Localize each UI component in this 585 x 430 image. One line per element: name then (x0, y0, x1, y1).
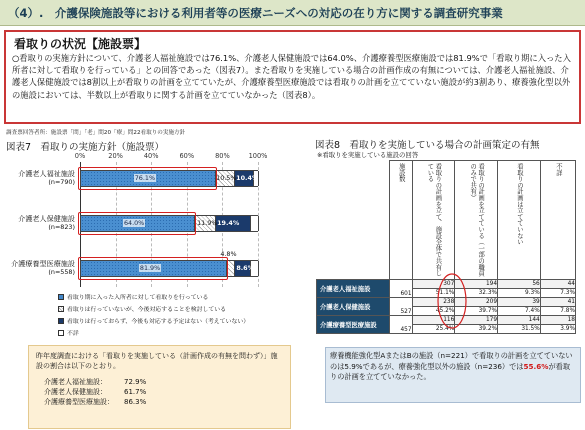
cell-pct: 7.4% (498, 307, 541, 316)
data-label: 8.6% (236, 264, 255, 272)
note-row-value: 86.3% (124, 398, 147, 406)
cell-count: 44 (540, 280, 575, 289)
cell-pct: 45.2% (412, 307, 455, 316)
fig8-title: 図表8 看取りを実施している場合の計画策定の有無 (315, 140, 540, 151)
cell-pct: 39.2% (455, 325, 498, 334)
category-name: 介護療養型医療施設 (11, 259, 75, 268)
summary-title: 看取りの状況【施設票】 (14, 37, 147, 51)
cell-n: 601 (389, 280, 412, 298)
table-header-cell (389, 161, 412, 280)
legend-label: 看取りは行っておらず、今後も対応する予定はない（考えていない） (67, 319, 250, 325)
cell-pct: 7.3% (540, 289, 575, 298)
fig7-title: 図表7 看取りの実施方針（施設票） (6, 142, 165, 153)
row-header: 介護療養型医療施設 (317, 316, 390, 334)
bar-segment (227, 261, 236, 276)
cell-count: 56 (498, 280, 541, 289)
row-header: 介護老人福祉施設 (317, 280, 390, 298)
table-header-row (317, 161, 576, 280)
cell-count: 41 (540, 298, 575, 307)
legend-item (58, 328, 249, 337)
cell-count: 238 (412, 298, 455, 307)
cell-pct: 3.9% (540, 325, 575, 334)
cell-count: 209 (455, 298, 498, 307)
x-tick-label: 100% (248, 152, 268, 160)
x-tick-label: 40% (143, 152, 159, 160)
fig8-note (325, 347, 581, 403)
fig8-subtitle: ※看取りを実施している施設の回答 (317, 151, 419, 159)
cell-count: 116 (412, 316, 455, 325)
category-name: 介護老人福祉施設 (18, 169, 75, 178)
data-label: 10.4% (236, 174, 259, 182)
bar-segment (251, 216, 259, 231)
summary-box (4, 30, 581, 124)
legend-swatch (58, 330, 64, 336)
row-header: 介護老人保健施設 (317, 298, 390, 316)
note-row-name: 介護療養型医療施設： (44, 398, 114, 406)
summary-body: ○看取りの実施方針について、介護老人福祉施設では76.1%、介護老人保健施設では64.0%、介護療養型医療施設では81.9%で「看取り期に入った入所者に対して看取りを行っている」との回答であった（図表7）。また看取りを実施している場合の計画作成の有無については、介護老人福祉施設、介護老人保健施設では8割以上が看取りの計画を立てていたが、介護療養型医療施設では看取りの計画を立てていない施設が約3割あり、療養強化型以外の施設においては、半数以上が看取りに関する計画を立てていなかった（図表8）。 (12, 53, 571, 100)
x-tick-label: 0% (74, 152, 86, 160)
table-corner (317, 161, 390, 280)
cell-pct: 32.3% (455, 289, 498, 298)
legend-label: 看取りは行っていないが、今後対応することを検討している (67, 307, 227, 313)
data-label: 64.0% (123, 219, 145, 227)
cell-count: 194 (455, 280, 498, 289)
section-header: （4）. 介護保険施設等における利用者等の医療ニーズへの対応の在り方に関する調査研究事業 (0, 0, 585, 26)
note-row-value: 61.7% (124, 388, 147, 396)
note-row-name: 介護老人保健施設： (44, 388, 107, 396)
table-header-label: 看取りの計画を立てている（一部の職員のみで共有） (469, 163, 485, 277)
table-header-cell (498, 161, 541, 280)
fig8-note-part2: が看取りの計画を立てていなかった。 (330, 361, 571, 381)
fig8-note-part1: 療養機能強化型AまたはBの施設（n=221）で看取りの計画を立てていないのは5.9%であるが、療養強化型以外の施設（n=236）では (330, 351, 573, 371)
cell-count: 179 (455, 316, 498, 325)
fig7-note (28, 345, 291, 429)
legend-item (58, 292, 249, 301)
legend-item (58, 316, 249, 325)
table-header-cell (540, 161, 575, 280)
data-label: 76.1% (134, 174, 156, 182)
category-n: (n=823) (48, 223, 75, 231)
note-row-value: 72.9% (124, 378, 147, 386)
data-label: 19.4% (217, 219, 240, 227)
table-header-label: 看取りの計画は立てていない (515, 163, 523, 245)
cell-pct: 25.4% (412, 325, 455, 334)
table-header-cell (455, 161, 498, 280)
cell-count: 307 (412, 280, 455, 289)
data-label: 4.8% (220, 250, 237, 258)
x-tick-label: 80% (215, 152, 230, 160)
note-row (44, 377, 283, 387)
category-name: 介護老人保健施設 (18, 214, 75, 223)
legend-swatch (58, 318, 64, 324)
fig8-highlight-circle (436, 272, 468, 330)
cell-n: 527 (389, 298, 412, 316)
cell-count: 39 (498, 298, 541, 307)
cell-pct: 51.1% (412, 289, 455, 298)
x-tick-label: 60% (179, 152, 195, 160)
cell-count: 144 (498, 316, 541, 325)
note-row (44, 387, 283, 397)
data-label: 10.5% (216, 174, 237, 182)
legend-label: 不詳 (67, 331, 79, 337)
category-label (0, 169, 75, 187)
category-n: (n=558) (48, 268, 75, 276)
cell-pct: 31.5% (498, 325, 541, 334)
category-label (0, 214, 75, 232)
table-header-cell (412, 161, 455, 280)
category-label (0, 259, 75, 277)
legend-swatch (58, 294, 64, 300)
cell-pct: 39.7% (455, 307, 498, 316)
note-row-name: 介護老人福祉施設： (44, 378, 107, 386)
note-row (44, 397, 283, 407)
fig7-chart (0, 152, 300, 347)
data-label: 11.9% (197, 219, 218, 227)
data-label: 81.9% (139, 264, 161, 272)
table-header-label: 看取りの計画を立て、施設全体で共有している (426, 163, 442, 277)
fig7-source: 調査票回答者所：施設票「問」「老」問20「療」問22看取りの実施方針 (6, 130, 186, 136)
legend-label: 看取り期に入った入所者に対して看取りを行っている (67, 295, 209, 301)
category-n: (n=790) (48, 178, 75, 186)
table-header-label: 施設数 (397, 163, 405, 182)
x-tick-label: 20% (108, 152, 123, 160)
cell-pct: 7.8% (540, 307, 575, 316)
legend-item (58, 304, 249, 313)
cell-n: 457 (389, 316, 412, 334)
legend-swatch (58, 306, 64, 312)
fig8-note-highlight: 55.6% (523, 361, 549, 371)
cell-pct: 9.3% (498, 289, 541, 298)
fig7-note-text: 昨年度調査における「看取りを実施している（計画作成の有無を問わず）」施設の割合は以下のとおり。 (36, 352, 278, 370)
legend (58, 292, 249, 337)
table-header-label: 不詳 (554, 163, 562, 176)
cell-count: 18 (540, 316, 575, 325)
